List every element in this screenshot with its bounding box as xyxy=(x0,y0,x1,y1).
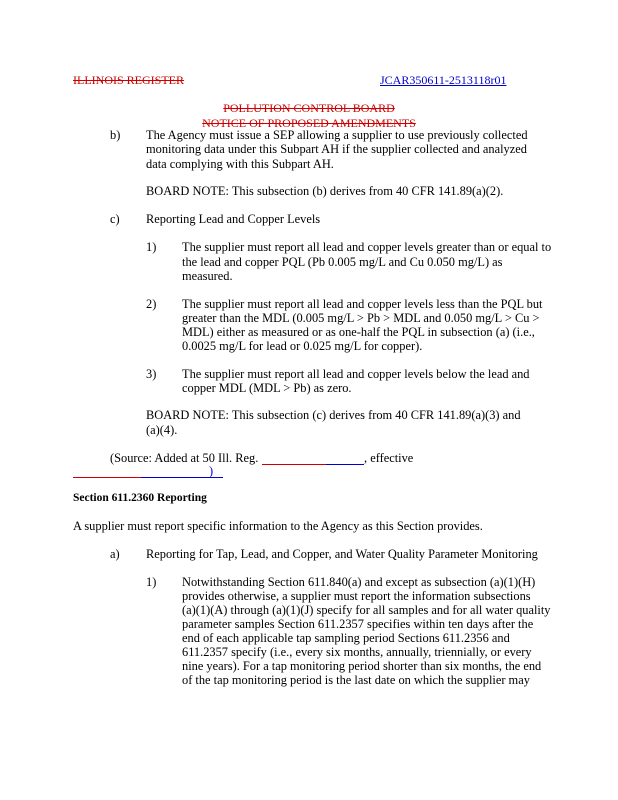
item3-line2: copper MDL (MDL > Pb) as zero. xyxy=(182,381,352,395)
board-note-1: BOARD NOTE: This subsection (b) derives from 40 CFR 141.89(a)(2). xyxy=(146,184,504,198)
header-right: JCAR350611-2513118r01 xyxy=(380,73,507,87)
para-b-label: b) xyxy=(110,128,121,142)
source-effective: , effective xyxy=(364,451,414,465)
title-line2: NOTICE OF PROPOSED AMENDMENTS xyxy=(202,116,416,130)
sub1-line1: Notwithstanding Section 611.840(a) and except as subsection (a)(1)(H) xyxy=(182,575,536,589)
section-intro: A supplier must report specific information to the Agency as this Section provides. xyxy=(73,519,483,533)
header-left: ILLINOIS REGISTER xyxy=(73,73,184,87)
source-close: ) xyxy=(209,464,214,478)
item2-line2: greater than the MDL (0.005 mg/L > Pb > MDL and 0.050 mg/L > Cu > xyxy=(182,311,540,325)
title-line1: POLLUTION CONTROL BOARD xyxy=(223,101,395,115)
para-b-line2: monitoring data under this Subpart AH if the supplier collected and analyzed xyxy=(146,142,527,156)
para-c-text: Reporting Lead and Copper Levels xyxy=(146,212,321,226)
effective-blank-red xyxy=(73,477,141,478)
para-b-line1: The Agency must issue a SEP allowing a supplier to use previously collected xyxy=(146,128,528,142)
para-a-label: a) xyxy=(110,547,120,561)
para-a-text: Reporting for Tap, Lead, and Copper, and Water Quality Parameter Monitoring xyxy=(146,547,538,561)
item2-line3: MDL) either as measured or as one-half the PQL in subsection (a) (i.e., xyxy=(182,325,535,339)
sub1-line7: nine years). For a tap monitoring period shorter than six months, the end xyxy=(182,659,542,673)
sub1-line8: of the tap monitoring period is the last date on which the supplier may xyxy=(182,673,530,687)
sub1-line5: end of each applicable tap sampling period Sections 611.2356 and xyxy=(182,631,510,645)
sub1-line3: (a)(1)(A) through (a)(1)(J) specify for all samples and for all water quality xyxy=(182,603,551,617)
source-blank-blue xyxy=(326,464,364,465)
sub1-line6: 611.2357 specify (i.e., every six months, annually, triennially, or every xyxy=(182,645,532,659)
para-c-label: c) xyxy=(110,212,120,226)
board-note-2-line2: (a)(4). xyxy=(146,423,178,437)
section-heading: Section 611.2360 Reporting xyxy=(73,492,207,504)
para-b-line3: data complying with this Subpart AH. xyxy=(146,157,334,171)
item1-label: 1) xyxy=(146,240,157,254)
sub1-line4: parameter samples Section 611.2357 specifies within ten days after the xyxy=(182,617,534,631)
item1-line1: The supplier must report all lead and copper levels greater than or equal to xyxy=(182,240,552,254)
item3-label: 3) xyxy=(146,367,157,381)
item2-line4: 0.0025 mg/L for lead or 0.025 mg/L for copper). xyxy=(182,339,423,353)
sub1-label: 1) xyxy=(146,575,157,589)
board-note-2-line1: BOARD NOTE: This subsection (c) derives from 40 CFR 141.89(a)(3) and xyxy=(146,408,521,422)
source-line: (Source: Added at 50 Ill. Reg. xyxy=(110,451,259,465)
item1-line3: measured. xyxy=(182,269,233,283)
sub1-line2: provides otherwise, a supplier must report the information subsections xyxy=(182,589,531,603)
source-blank-red xyxy=(262,464,326,465)
item2-line1: The supplier must report all lead and copper levels less than the PQL but xyxy=(182,297,543,311)
item2-label: 2) xyxy=(146,297,157,311)
item3-line1: The supplier must report all lead and copper levels below the lead and xyxy=(182,367,530,381)
item1-line2: the lead and copper PQL (Pb 0.005 mg/L and Cu 0.050 mg/L) as xyxy=(182,255,503,269)
